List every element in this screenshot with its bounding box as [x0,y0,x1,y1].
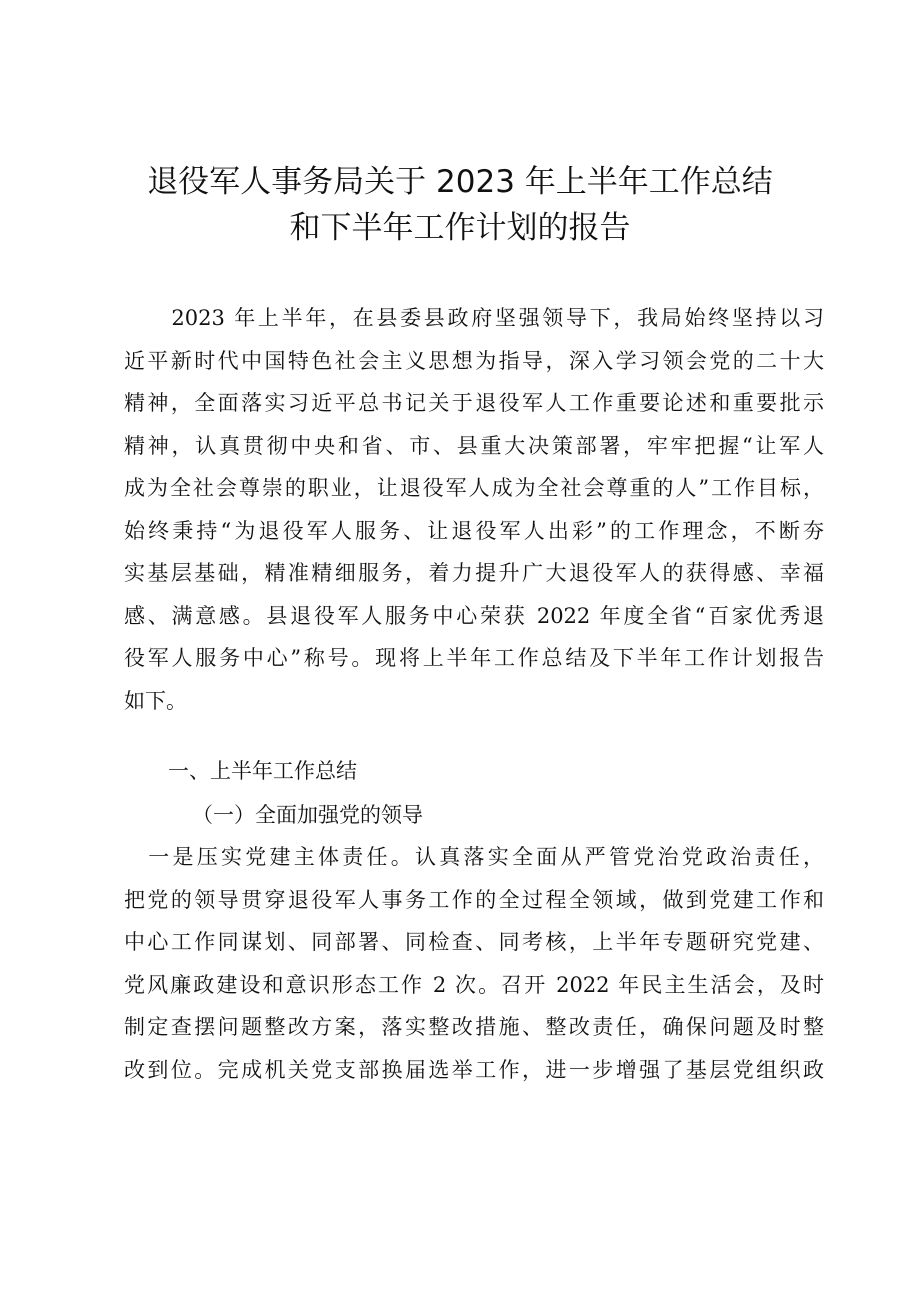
paragraph-line: 改到位。完成机关党支部换届选举工作，进一步增强了基层党组织政 [124,1057,824,1082]
paragraph-line: 制定查摆问题整改方案，落实整改措施、整改责任，确保问题及时整 [124,1015,824,1039]
document-title-line-2: 和下半年工作计划的报告 [289,210,631,246]
paragraph-line: 党风廉政建设和意识形态工作 2 次。召开 2022 年民主生活会，及时 [124,972,824,997]
party-leadership-paragraph [124,836,824,1091]
paragraph-line: 2023 年上半年，在县委县政府坚强领导下，我局始终坚持以习 [124,306,824,330]
paragraph-line: 役军人服务中心”称号。现将上半年工作总结及下半年工作计划报告 [124,646,824,670]
paragraph-line: 精神，全面落实习近平总书记关于退役军人工作重要论述和重要批示 [124,391,824,415]
subsection-heading: （一）全面加强党的领导 [192,803,423,827]
paragraph-line: 如下。 [124,688,187,713]
document-title-line-1: 退役军人事务局关于 2023 年上半年工作总结 [147,164,773,200]
paragraph-line: 感、满意感。县退役军人服务中心荣获 2022 年度全省“百家优秀退 [124,603,824,628]
intro-paragraph [124,297,824,722]
paragraph-line: 中心工作同谋划、同部署、同检查、同考核，上半年专题研究党建、 [124,930,824,954]
paragraph-line: 成为全社会尊崇的职业，让退役军人成为全社会尊重的人”工作目标， [124,476,824,500]
paragraph-line: 一是压实党建主体责任。认真落实全面从严管党治党政治责任， [124,845,824,869]
paragraph-line: 精神，认真贯彻中央和省、市、县重大决策部署，牢牢把握“让军人 [124,433,824,458]
paragraph-line: 近平新时代中国特色社会主义思想为指导，深入学习领会党的二十大 [124,348,824,373]
paragraph-line: 始终秉持“为退役军人服务、让退役军人出彩”的工作理念，不断夯 [124,518,824,543]
paragraph-line: 把党的领导贯穿退役军人事务工作的全过程全领域，做到党建工作和 [124,887,824,912]
paragraph-line: 实基层基础，精准精细服务，着力提升广大退役军人的获得感、幸福 [124,561,824,585]
section-heading: 一、上半年工作总结 [168,759,357,783]
